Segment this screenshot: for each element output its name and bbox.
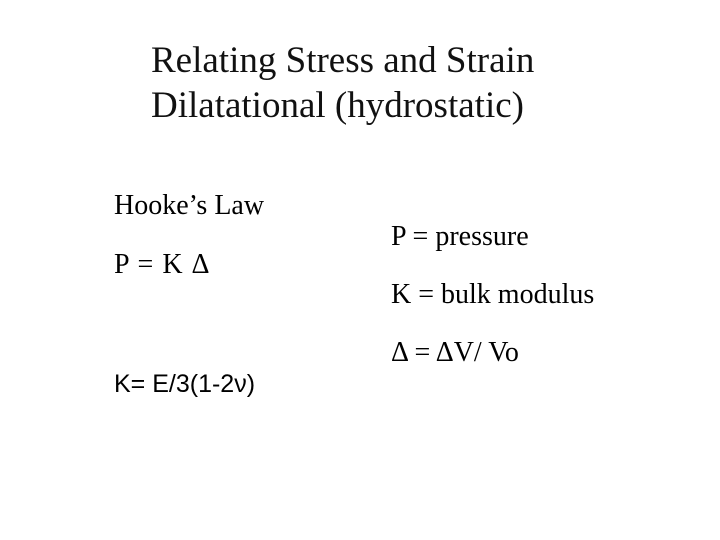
pressure-definition: P = pressure [391, 221, 529, 252]
slide-title [151, 38, 534, 128]
title-line-1: Relating Stress and Strain [151, 40, 535, 81]
pressure-equation: P = K Δ [114, 249, 211, 280]
title-line-2: Dilatational (hydrostatic) [151, 85, 524, 126]
bulk-modulus-definition: K = bulk modulus [391, 279, 595, 310]
bulk-modulus-formula: K= E/3(1-2ν) [114, 370, 256, 398]
dilatation-definition: Δ = ΔV/ Vo [391, 337, 519, 368]
hookes-law-label: Hooke’s Law [114, 190, 265, 221]
